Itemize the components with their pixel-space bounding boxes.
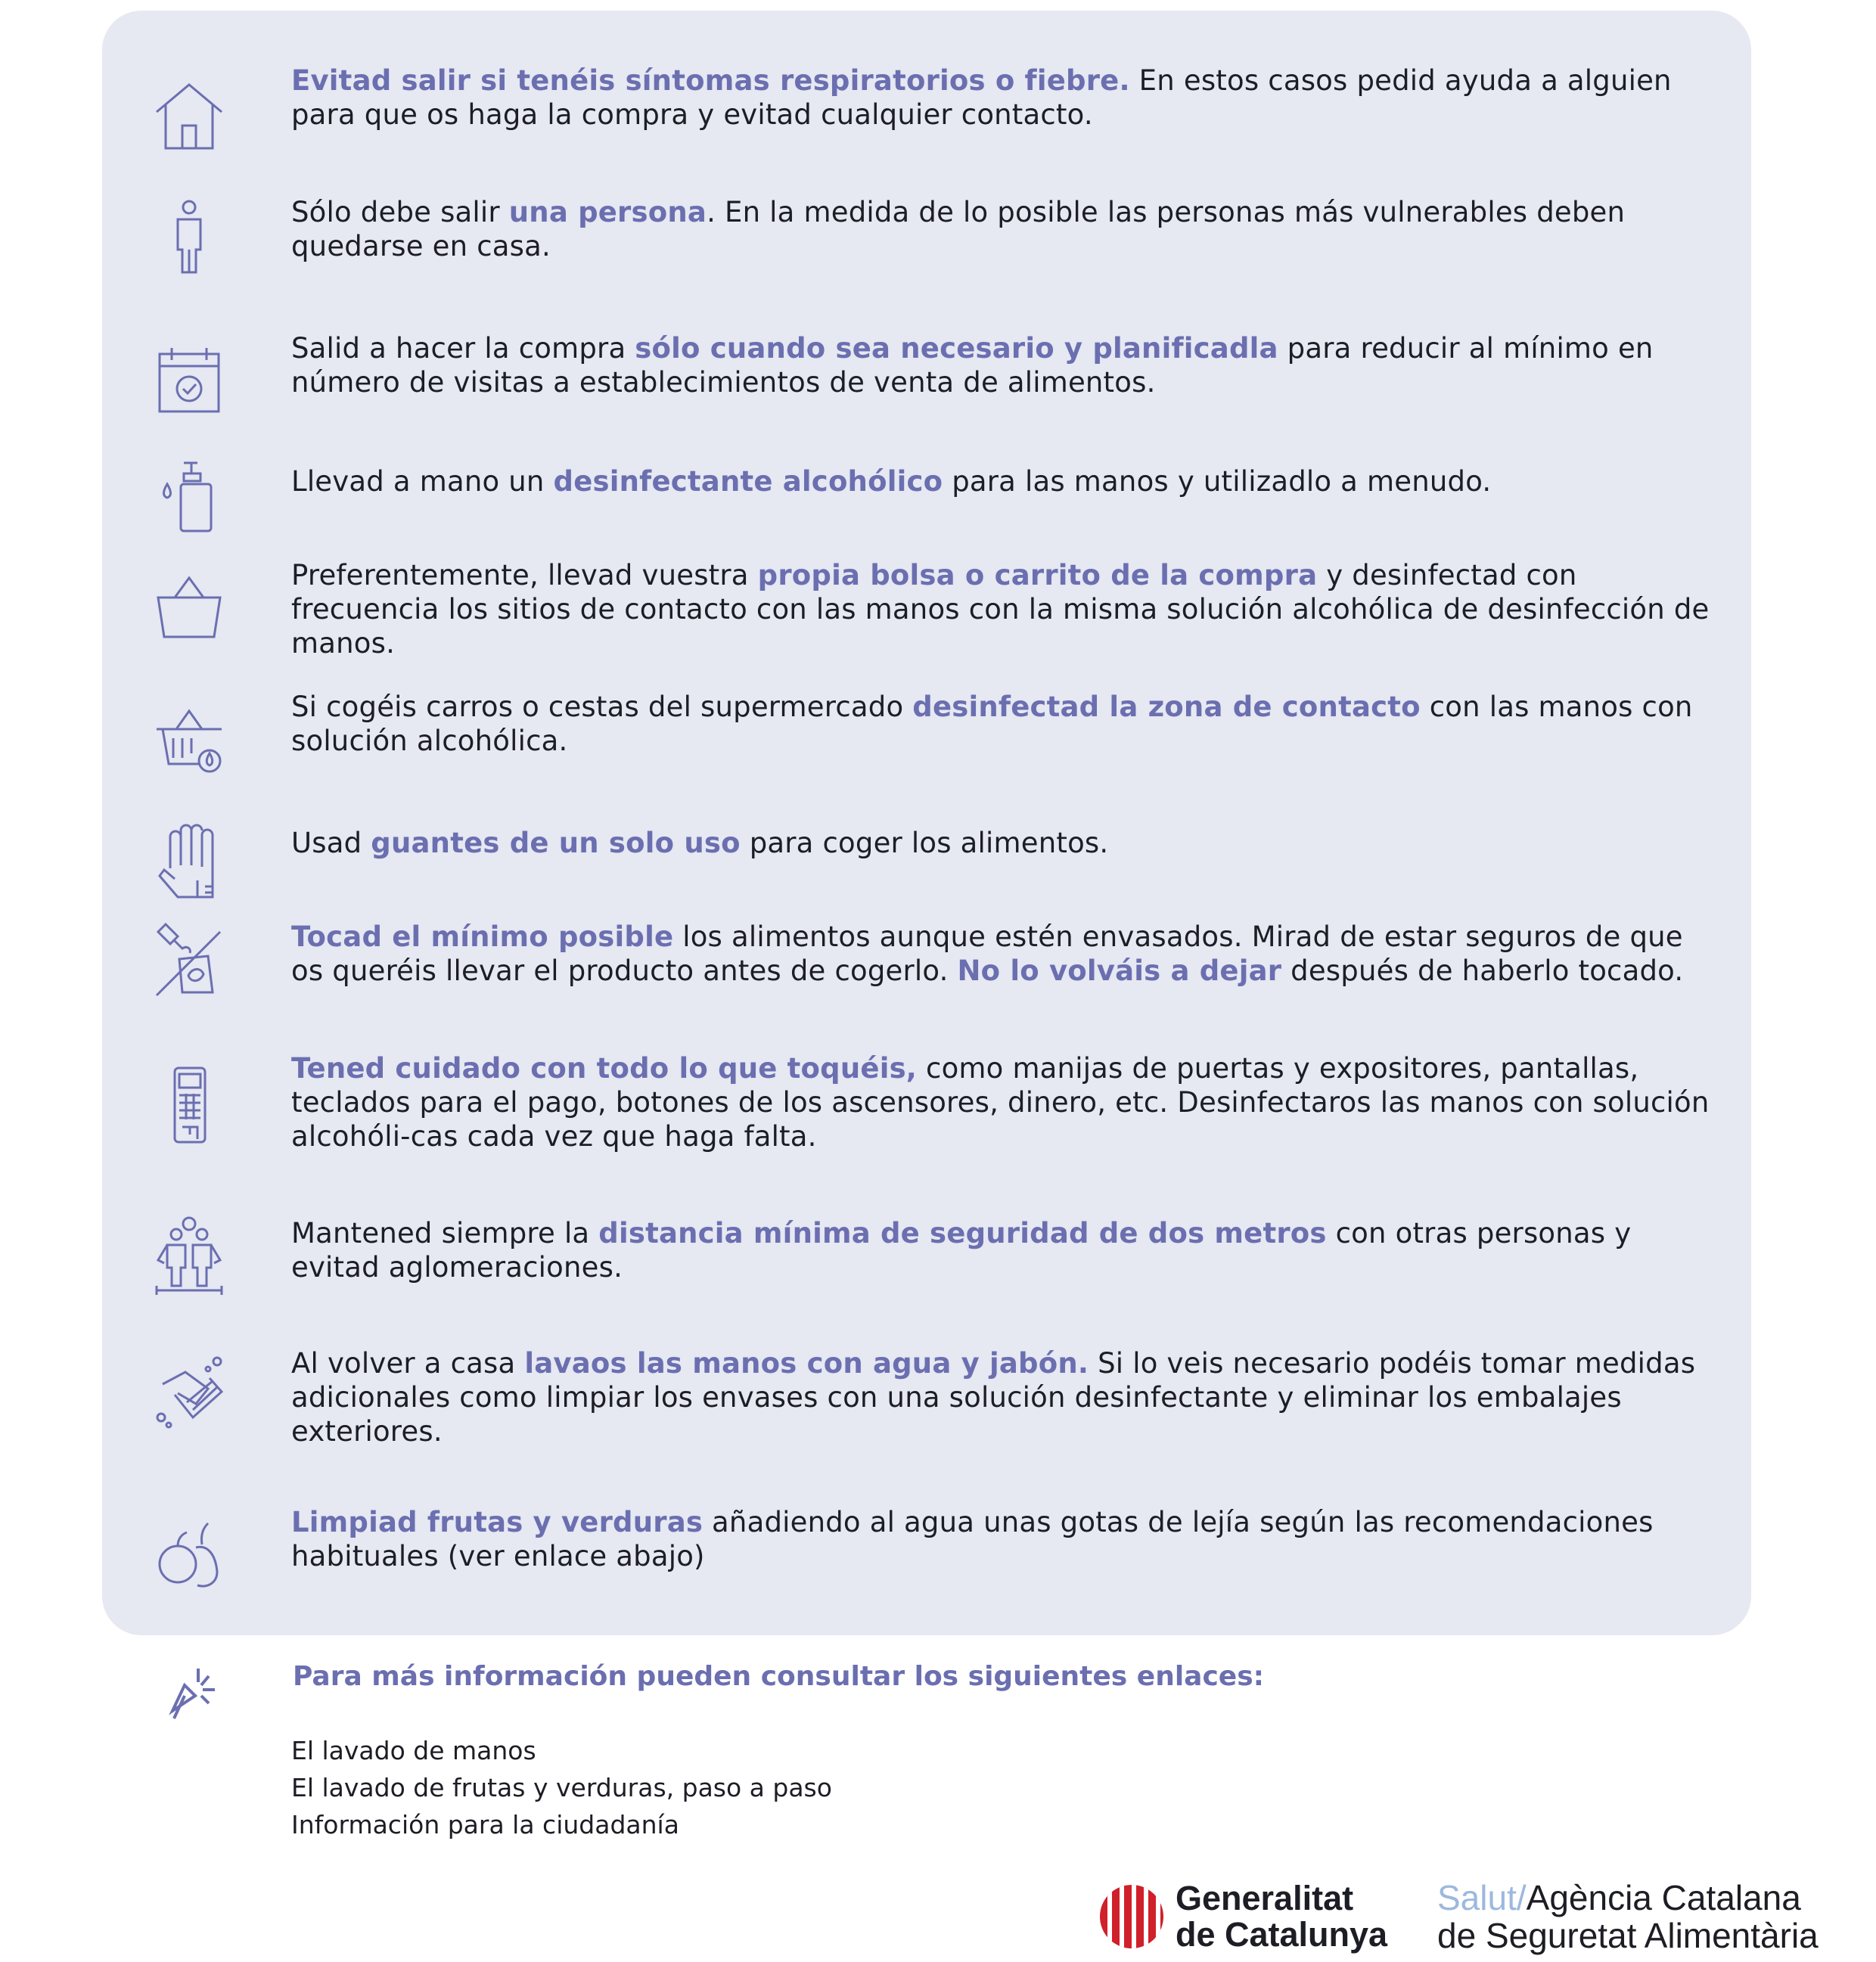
recommendation-text — [291, 464, 1713, 498]
recommendation-text — [291, 1051, 1713, 1153]
body-text: para las manos y utilizadlo a menudo. — [943, 465, 1492, 498]
recommendation-text — [291, 1346, 1713, 1448]
highlight-text: desinfectante alcohólico — [553, 465, 943, 498]
highlight-text: No lo volváis a dejar — [957, 955, 1282, 987]
info-links — [291, 1732, 832, 1843]
recommendation-text — [291, 331, 1713, 399]
recommendation-text — [291, 920, 1713, 988]
highlight-text: sólo cuando sea necesario y planificadla — [635, 332, 1278, 365]
recommendations-panel — [102, 11, 1751, 1635]
body-text: para coger los alimentos. — [740, 827, 1109, 859]
highlight-text: Tened cuidado con todo lo que toquéis, — [291, 1052, 918, 1085]
no-touch-food-icon — [148, 917, 231, 1000]
body-text: Preferentemente, llevad vuestra — [291, 559, 758, 591]
body-text: Salid a hacer la compra — [291, 332, 635, 365]
body-text: Si lo veis necesario podéis tomar medidas adicionales como limpiar los envases con una solución desinfectante y eliminar los embalajes exteriores. — [291, 1347, 1696, 1448]
body-text: después de haberlo tocado. — [1281, 955, 1684, 987]
recommendation-text — [291, 195, 1713, 263]
highlight-text: propia bolsa o carrito de la compra — [757, 559, 1318, 591]
body-text: como manijas de puertas y expositores, pantallas, teclados para el pago, botones de los ascensores, dinero, etc. Desinfectaros las manos con solución alcohóli-cas cada vez que haga falta. — [291, 1052, 1710, 1153]
body-text: Al volver a casa — [291, 1347, 525, 1380]
glove-icon — [148, 823, 231, 906]
body-text: para reducir al mínimo en número de visitas a establecimientos de venta de alimentos. — [291, 332, 1654, 399]
recommendation-text — [291, 558, 1713, 660]
body-text: Si cogéis carros o cestas del supermercado — [291, 691, 913, 723]
link-citizen-info[interactable]: Información para la ciudadanía — [291, 1810, 679, 1839]
cursor-click-icon — [165, 1666, 225, 1726]
recommendation-text — [291, 826, 1713, 860]
body-text: con otras personas y evitad aglomeraciones. — [291, 1217, 1632, 1284]
generalitat-line2: de Catalunya — [1176, 1915, 1388, 1954]
person-icon — [148, 195, 231, 278]
recommendation-text — [291, 1505, 1713, 1573]
agency-logo — [1437, 1879, 1819, 1954]
highlight-text: guantes de un solo uso — [371, 827, 741, 859]
body-text: . En la medida de lo posible las personas más vulnerables deben quedarse en casa. — [291, 196, 1626, 262]
body-text: Usad — [291, 827, 371, 859]
agency-line1: Agència Catalana — [1526, 1878, 1801, 1917]
highlight-text: Tocad el mínimo posible — [291, 920, 674, 953]
calendar-check-icon — [148, 339, 231, 422]
highlight-text: lavaos las manos con agua y jabón. — [524, 1347, 1089, 1380]
link-hand-washing[interactable]: El lavado de manos — [291, 1736, 536, 1765]
highlight-text: distancia mínima de seguridad de dos metros — [598, 1217, 1327, 1250]
body-text: Mantened siempre la — [291, 1217, 599, 1250]
link-fruit-washing[interactable]: El lavado de frutas y verduras, paso a paso — [291, 1773, 832, 1802]
hand-wash-icon — [148, 1349, 231, 1433]
body-text: y desinfectad con frecuencia los sitios de contacto con las manos con la misma solución alcohólica de desinfección de manos. — [291, 559, 1710, 660]
recommendation-text — [291, 64, 1713, 132]
generalitat-line1: Generalitat — [1176, 1879, 1354, 1917]
sanitizer-bottle-icon — [148, 454, 231, 537]
body-text: con las manos con solución alcohólica. — [291, 691, 1693, 757]
body-text: En estos casos pedid ayuda a alguien para que os haga la compra y evitad cualquier contacto. — [291, 64, 1672, 131]
highlight-text: Evitad salir si tenéis síntomas respiratorios o fiebre. — [291, 64, 1130, 97]
salut-label: Salut/ — [1437, 1878, 1527, 1917]
recommendation-text — [291, 690, 1713, 758]
recommendation-text — [291, 1216, 1713, 1284]
body-text: añadiendo al agua unas gotas de lejía según las recomendaciones habituales (ver enlace abajo) — [291, 1506, 1654, 1572]
highlight-text: desinfectad la zona de contacto — [912, 691, 1421, 723]
distance-people-icon — [148, 1215, 231, 1298]
payment-terminal-icon — [148, 1063, 231, 1147]
basket-drop-icon — [148, 699, 231, 782]
fruit-icon — [148, 1511, 231, 1594]
more-info-heading: Para más información pueden consultar los siguientes enlaces: — [293, 1661, 1265, 1692]
body-text: Llevad a mano un — [291, 465, 554, 498]
agency-line2: de Seguretat Alimentària — [1437, 1916, 1819, 1955]
senyera-shield-icon — [1100, 1879, 1163, 1954]
highlight-text: Limpiad frutas y verduras — [291, 1506, 704, 1538]
house-icon — [148, 73, 231, 156]
body-text: Sólo debe salir — [291, 196, 509, 228]
highlight-text: una persona — [508, 196, 707, 228]
shopping-bag-icon — [148, 564, 231, 647]
body-text: los alimentos aunque estén envasados. Mirad de estar seguros de que os queréis llevar el producto antes de cogerlo. — [291, 920, 1683, 987]
